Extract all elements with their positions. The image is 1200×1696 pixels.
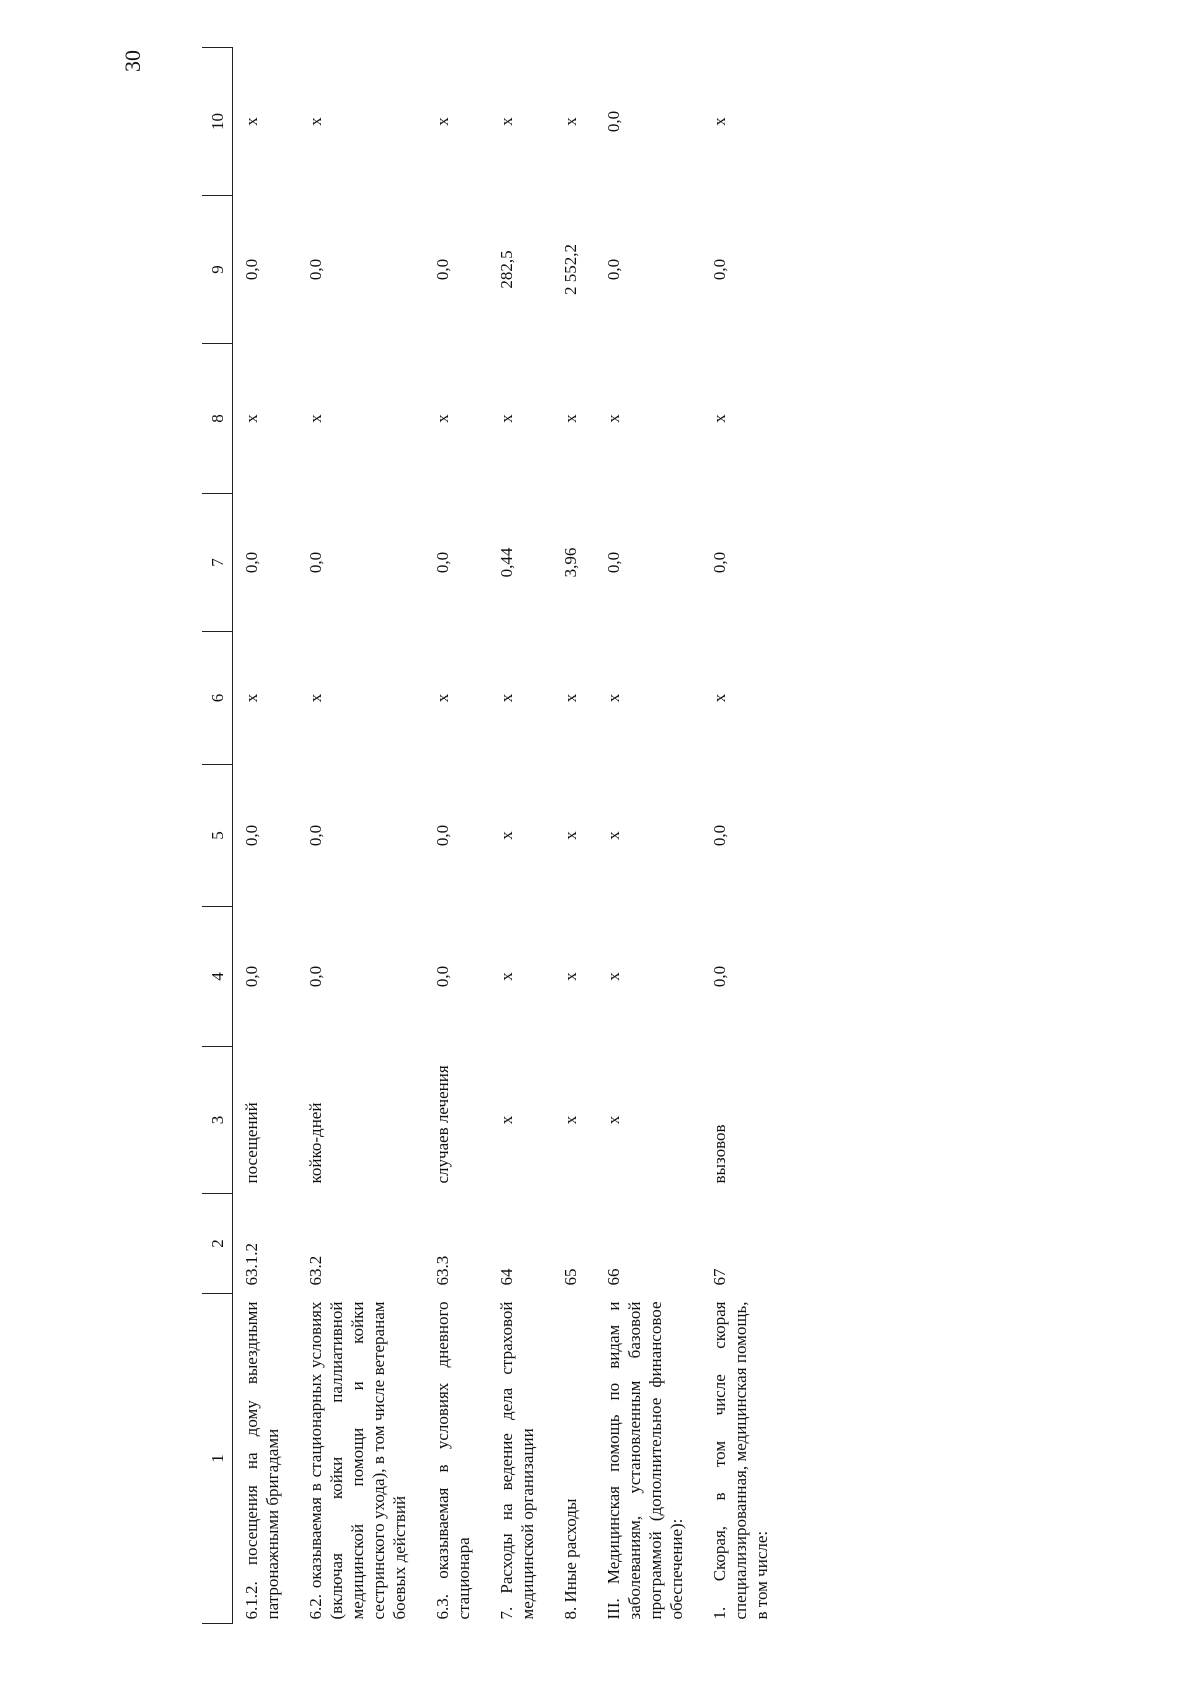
row-cell: 0,0 [433, 551, 452, 574]
table-row [701, 48, 786, 1624]
row-cell: х [433, 117, 452, 126]
row-cell: х [604, 414, 623, 423]
row-cell: х [433, 693, 452, 703]
row-unit: вызовов [710, 1124, 729, 1184]
row-name: 6.3. оказываемая в условиях дневного стационара [433, 1301, 473, 1620]
row-cell: 0,0 [242, 551, 261, 574]
row-cell: х [604, 693, 623, 703]
row-cell: х [306, 414, 325, 423]
column-header: 8 [202, 344, 233, 494]
row-cell: х [561, 693, 580, 703]
row-cell: х [497, 831, 516, 840]
row-cell: 0,0 [604, 551, 623, 574]
row-cell: 0,0 [433, 824, 452, 847]
row-cell: 0,44 [497, 547, 516, 578]
row-cell: х [497, 414, 516, 423]
column-header: 2 [202, 1194, 233, 1294]
page-number: 30 [120, 50, 145, 72]
table-row [233, 48, 298, 1624]
row-cell: х [242, 414, 261, 423]
row-name: 1. Скорая, в том числе скорая специализированная, медицинская помощь, в том числе: [710, 1301, 771, 1620]
row-cell: 0,0 [306, 258, 325, 281]
row-cell: х [710, 693, 729, 703]
table-row [488, 48, 552, 1624]
row-cell: 282,5 [497, 250, 516, 289]
table-row [595, 48, 701, 1624]
data-table [202, 47, 786, 1624]
row-cell: х [497, 693, 516, 703]
column-header: 9 [202, 196, 233, 344]
row-cell: х [433, 414, 452, 423]
row-code: 63.1.2 [242, 1243, 261, 1286]
row-cell: 0,0 [242, 258, 261, 281]
row-cell: 0,0 [433, 258, 452, 281]
row-cell: 0,0 [710, 824, 729, 847]
row-code: 63.2 [306, 1255, 325, 1286]
row-cell: 0,0 [242, 824, 261, 847]
row-cell: 0,0 [306, 965, 325, 988]
row-name: 6.1.2. посещения на дому выездными патронажными бригадами [242, 1301, 282, 1620]
column-header: 3 [202, 1047, 233, 1194]
row-cell: х [710, 414, 729, 423]
row-cell: 0,0 [306, 824, 325, 847]
row-cell: х [710, 117, 729, 126]
column-header: 6 [202, 632, 233, 765]
row-cell: х [306, 693, 325, 703]
column-header: 4 [202, 907, 233, 1047]
row-cell: 0,0 [604, 258, 623, 281]
row-cell: х [561, 117, 580, 126]
row-cell: х [604, 972, 623, 981]
row-code: 67 [710, 1268, 729, 1286]
table-row [297, 48, 424, 1624]
row-code: 64 [497, 1268, 516, 1286]
table-header [202, 48, 233, 1624]
row-cell: х [242, 117, 261, 126]
column-header: 1 [202, 1294, 233, 1624]
row-cell: 0,0 [242, 965, 261, 988]
row-unit: х [561, 1115, 580, 1125]
row-unit: койко-дней [306, 1102, 325, 1184]
row-cell: 0,0 [710, 551, 729, 574]
row-cell: х [497, 972, 516, 981]
row-cell: 0,0 [306, 551, 325, 574]
row-cell: 3,96 [561, 547, 580, 578]
row-code: 66 [604, 1268, 623, 1286]
column-header: 7 [202, 494, 233, 632]
row-cell: 0,0 [710, 258, 729, 281]
row-code: 63.3 [433, 1255, 452, 1286]
column-header: 5 [202, 765, 233, 907]
row-unit: случаев лечения [433, 1065, 452, 1184]
row-cell: х [306, 117, 325, 126]
row-cell: х [604, 831, 623, 840]
row-name: III. Медицинская помощь по видам и заболеваниям, установленным базовой программой (дополнительное финансовое обеспечение): [604, 1301, 686, 1620]
table-container [202, 48, 1048, 1624]
row-name: 6.2. оказываемая в стационарных условиях (включая койки паллиативной медицинской помощи и койки сестринского ухода), в том числе ветеранам боевых действий [306, 1301, 409, 1620]
table-row [424, 48, 488, 1624]
row-code: 65 [561, 1268, 580, 1286]
row-unit: х [497, 1115, 516, 1125]
row-cell: 0,0 [604, 110, 623, 133]
row-cell: 0,0 [433, 965, 452, 988]
column-header: 10 [202, 48, 233, 196]
row-cell: х [497, 117, 516, 126]
row-cell: х [561, 831, 580, 840]
row-unit: х [604, 1115, 623, 1125]
table-row [552, 48, 595, 1624]
row-cell: х [561, 414, 580, 423]
row-name: 7. Расходы на ведение дела страховой медицинской организации [497, 1301, 537, 1620]
row-cell: х [561, 972, 580, 981]
row-cell: х [242, 693, 261, 703]
row-cell: 2 552,2 [561, 244, 580, 295]
row-name: 8. Иные расходы [561, 1498, 580, 1620]
row-unit: посещений [242, 1102, 261, 1184]
row-cell: 0,0 [710, 965, 729, 988]
